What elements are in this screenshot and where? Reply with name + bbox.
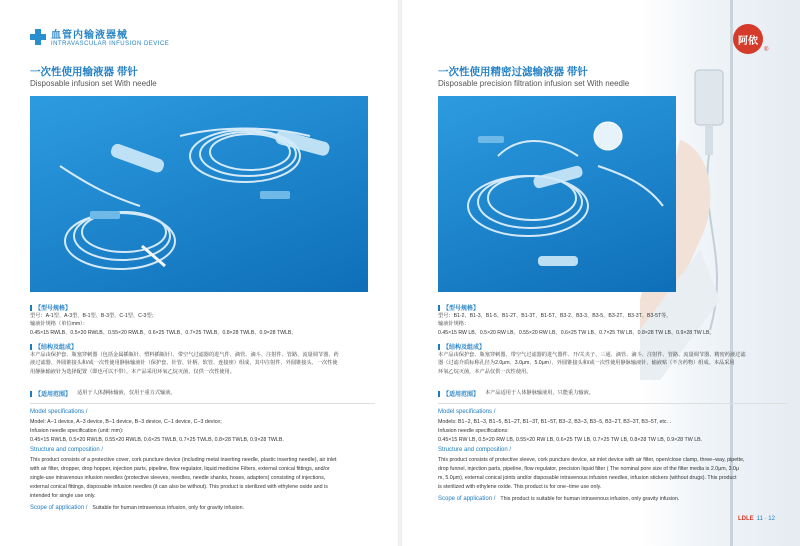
text-line: 输液针规格：	[438, 321, 470, 328]
text-line: This product consists of a protective cover, cork puncture device (including metal inserting needle, plastic inserting needle), air inlet	[30, 457, 337, 463]
text-line: intended for single use only.	[30, 493, 96, 499]
en-scope-row	[30, 504, 244, 513]
section-label-scope: 【适用范围】	[438, 389, 479, 398]
text-line: 0.45×15 RWLB、0.5×20 RWLB、0.55×20 RWLB、0.6×25 TWLB、0.7×25 TWLB、0.8×28 TWLB、0.9×28 TWLB。	[30, 329, 297, 336]
text-line: drop funnel, injection parts, pipeline, flow regulator, precision liquid filter ( The nominal pore size of the filter media is 2.0μm, 3.0μ	[438, 466, 740, 472]
text-line: 0.45×15 RW LB、0.5×20 RW LB、0.55×20 RW LB、0.6×25 TW LB、0.7×25 TW LB、0.8×28 TW LB、0.9×28 TW LB。	[438, 329, 715, 336]
text-line: 本产品由保护套、瓶塞穿刺器、带空气过滤器的进气器件、开/关夹子、三通、滴管、滴斗、注射件、管路、流量调节器、精密药液过滤	[438, 352, 746, 358]
en-structure-text	[30, 456, 385, 501]
company-logo: 阿依	[733, 24, 763, 54]
divider	[30, 403, 375, 404]
infusion-set-illustration	[30, 96, 368, 292]
en-structure-heading: Structure and composition /	[30, 447, 104, 453]
scope-row-cn	[438, 389, 594, 398]
en-structure-heading: Structure and composition /	[438, 447, 512, 453]
section-label-structure: 【结构及组成】	[438, 342, 485, 351]
text-line: 本产品由保护套、瓶塞穿刺器（包括金属插瓶针、塑料插瓶针）、带空气过滤器的进气件、滴管、滴斗、注射件、管路、流量调节器、药	[30, 352, 339, 358]
product-title-en: Disposable precision filtration infusion set With needle	[438, 79, 630, 88]
text-line: m, 5.0μm), external conical joints and/or disposable intravenous infusion needles, infusion stickers (without drugs). This product	[438, 475, 737, 481]
en-scope-row	[438, 495, 679, 504]
text-line: 0.45×15 RWLB, 0.5×20 RWLB, 0.55×20 RWLB, 0.6×25 TWLB, 0.7×25 TWLB, 0.8×28 TWLB, 0.9×28 TWLB.	[30, 437, 284, 443]
product-photo-infusion-set	[30, 96, 368, 292]
right-page	[402, 0, 800, 546]
text-line: with air filter, dropper, drop hopper, injection parts, pipeline, flow regulator, liquid medicine Filters, external conical fittings, and/or	[30, 466, 330, 472]
brand-name-cn: 血管内输液器械	[51, 30, 128, 41]
text-line: 用静脉输液针为选择配置（即也可以不带）。本产品采用环氧乙烷灭菌，仅供一次性使用。	[30, 368, 235, 375]
scope-text-cn: 本产品适用于人体静脉输液用，只能重力输液。	[485, 390, 594, 397]
text-line: 液过滤器、外圆锥接头和/或一次性使用静脉输液针（保护套、针管、针柄、软管、连接座）组成，其中注射件、外圆锥接头、一次性使	[30, 360, 338, 367]
text-line: Models: B1−2, B1−3, B1−5, B1−2T, B1−3T, B1−5T, B3−2, B3−3, B3−5, B3−2T, B3−3T, B3−5T, etc. .	[438, 419, 671, 425]
page-tag: LDLE	[738, 516, 754, 522]
text-line: 0.45×15 RW LB, 0.5×20 RW LB, 0.55×20 RW LB, 0.6×25 TW LB, 0.7×25 TW LB, 0.8×28 TW LB, 0.9×28 TW LB.	[438, 437, 703, 443]
precision-set-illustration	[438, 96, 676, 292]
text-line: Infusion needle specifications:	[438, 428, 509, 434]
section-label-structure: 【结构及组成】	[30, 342, 77, 351]
text-line: 环氧乙烷灭菌，本产品仅供一次性使用。	[438, 368, 532, 375]
structure-text-cn	[30, 351, 375, 376]
en-scope-text: Suitable for human intravenous infusion, only for gravity infusion.	[92, 505, 245, 511]
scope-text-cn: 适用于人体静脉输液，仅用于重力式输液。	[77, 390, 176, 397]
en-model-heading: Model specifications /	[30, 409, 88, 415]
model-text-cn	[438, 312, 788, 337]
product-photo-precision-filtration-set	[438, 96, 676, 292]
text-line: is sterilized with ethylene oxide. This product is for one−time use only.	[438, 484, 602, 490]
section-label-scope: 【适用范围】	[30, 389, 71, 398]
medical-cross-icon	[30, 29, 46, 45]
brand-header	[30, 26, 169, 47]
en-model-heading: Model specifications /	[438, 409, 496, 415]
product-title-en: Disposable infusion set With needle	[30, 79, 157, 88]
en-structure-text	[438, 456, 793, 492]
en-scope-text: This product is suitable for human intravenous infusion, only gravity infusion.	[500, 496, 680, 502]
scope-row-cn	[30, 389, 176, 398]
product-title-cn: 一次性使用精密过滤输液器 带针	[438, 66, 588, 78]
divider	[438, 403, 788, 404]
left-page	[0, 0, 398, 546]
text-line: This product consists of protective sleeve, cork puncture device, air inlet device with air filter, open/close clamp, three−way, pipette,	[438, 457, 745, 463]
text-line: 器（过滤介质标称孔径为2.0μm、3.0μm、5.0μm）、外圆锥接头和/或一次性使用静脉输液针、输液贴（不含药物）组成。本品采用	[438, 360, 735, 367]
en-model-text	[438, 418, 793, 445]
structure-text-cn	[438, 351, 788, 376]
registered-mark: ®	[764, 47, 769, 53]
text-line: 型号：B1-2、B1-3、B1-5、B1-2T、B1-3T、B1-5T、B3-2、B3-3、B3-5、B3-2T、B3-3T、B3-5T等。	[438, 313, 672, 319]
page-number	[738, 516, 775, 522]
brand-name-en: INTRAVASCULAR INFUSION DEVICE	[51, 41, 170, 47]
section-label-model: 【型号规格】	[30, 303, 71, 312]
page-number-text: 11 · 12	[756, 516, 775, 522]
text-line: single-use intravenous infusion needles (protective sleeves, needles, needle shanks, hoses, adapters) consisting of injections,	[30, 475, 326, 481]
text-line: Model: A−1 device, A−3 device, B−1 device, B−3 device, C−1 device, C−3 device;	[30, 419, 222, 425]
product-title-cn: 一次性使用输液器 带针	[30, 66, 138, 78]
text-line: 型号：A-1型、A-3型、B-1型、B-3型、C-1型、C-3型；	[30, 313, 157, 319]
section-label-model: 【型号规格】	[438, 303, 479, 312]
en-scope-heading: Scope of application /	[438, 496, 496, 502]
text-line: Infusion needle specification (unit: mm):	[30, 428, 124, 434]
model-text-cn	[30, 312, 375, 337]
text-line: 输液针规格（单位mm）：	[30, 321, 88, 328]
text-line: external conical fittings, disposable infusion needles (it can also be without). This product is sterilized with ethylene oxide and is	[30, 484, 328, 490]
en-model-text	[30, 418, 380, 445]
en-scope-heading: Scope of application /	[30, 505, 88, 511]
